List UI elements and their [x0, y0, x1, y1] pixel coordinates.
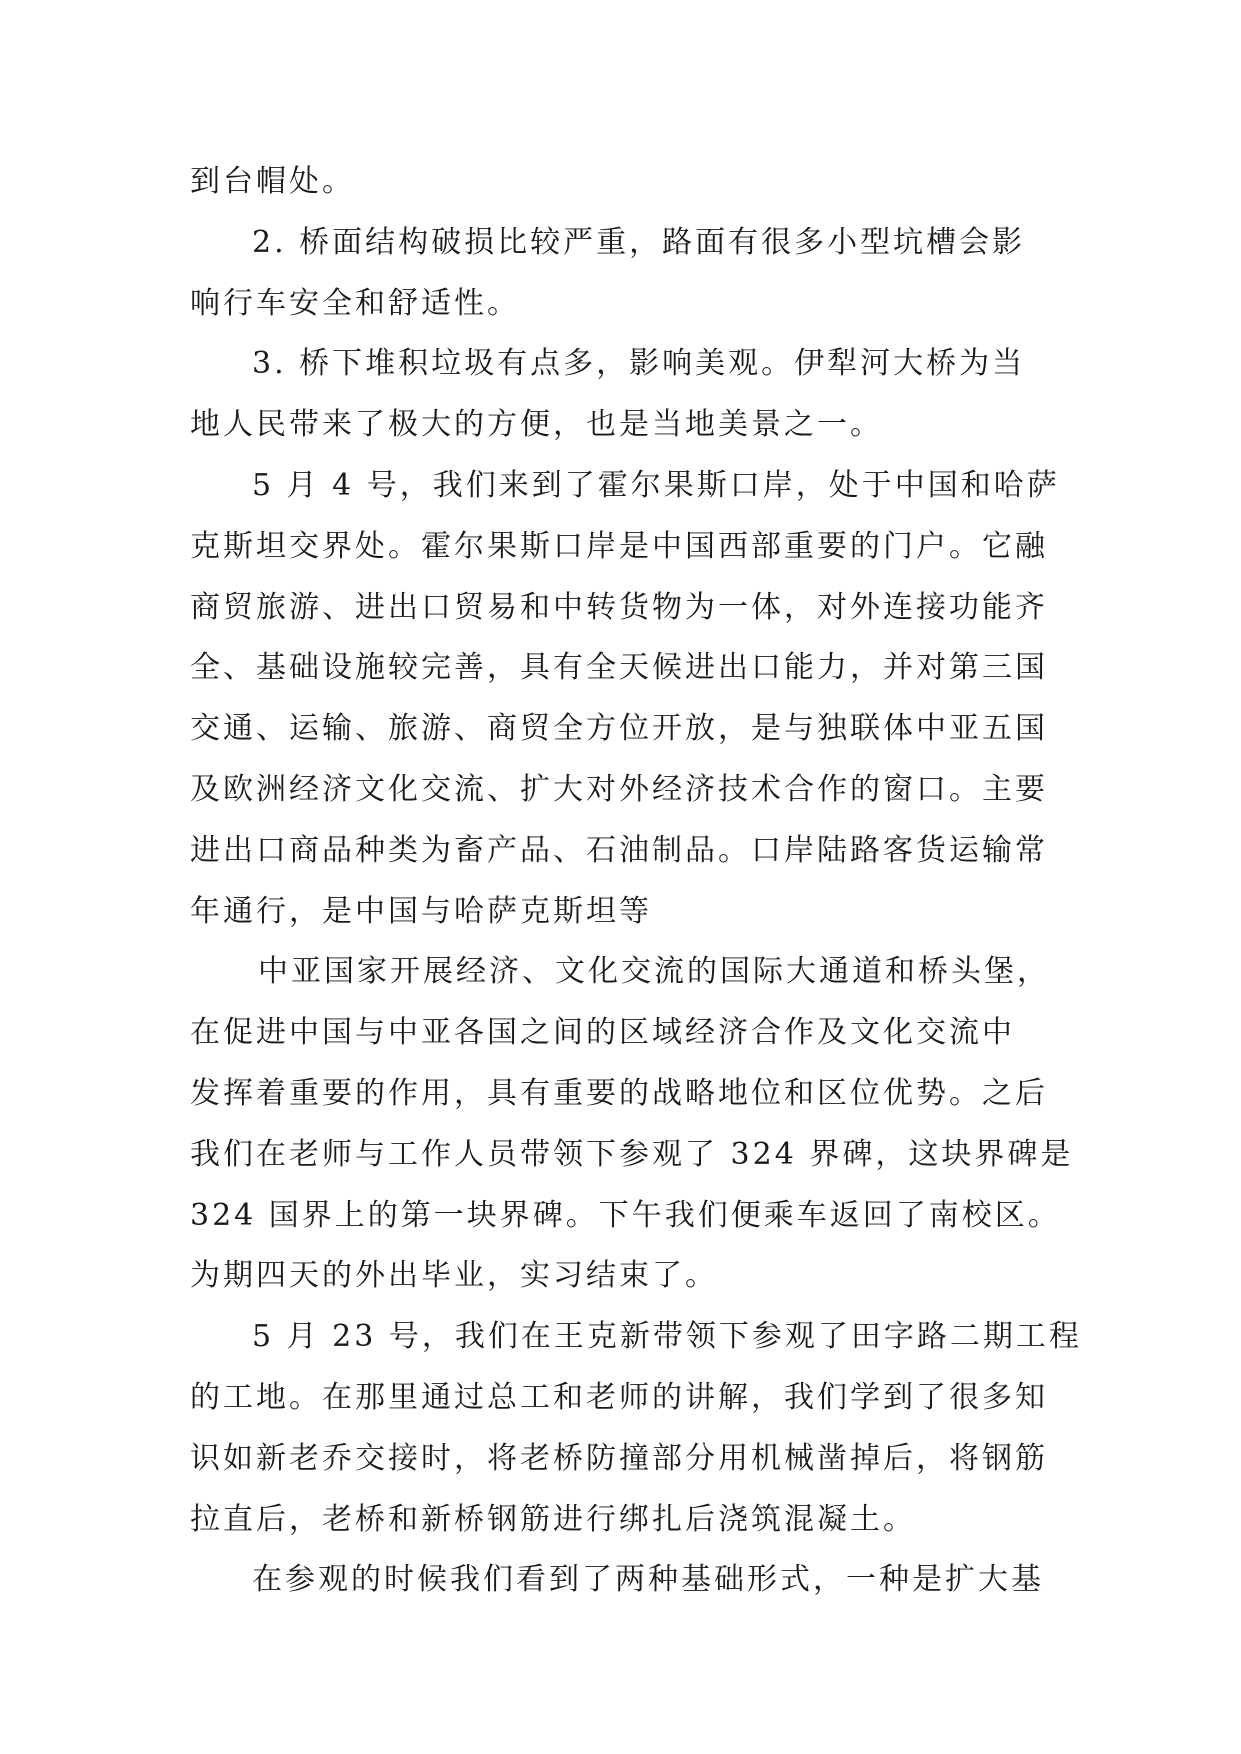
paragraph-start: 5 月 23 号，我们在王克新带领下参观了田字路二期工程 — [252, 1319, 1082, 1355]
text-line: 发挥着重要的作用，具有重要的战略地位和区位优势。之后 — [190, 1075, 1048, 1111]
text-line: 的工地。在那里通过总工和老师的讲解，我们学到了很多知 — [190, 1379, 1048, 1415]
text-line: 为期四天的外出毕业，实习结束了。 — [190, 1258, 718, 1294]
text-line: 到台帽处。 — [190, 164, 355, 199]
text-line: 324 国界上的第一块界碑。下午我们便乘车返回了南校区。 — [190, 1197, 1061, 1233]
paragraph-start: 中亚国家开展经济、文化交流的国际大通道和桥头堡， — [258, 954, 1050, 990]
list-item-3: 3. 桥下堆积垃圾有点多，影响美观。伊犁河大桥为当 — [252, 346, 1026, 382]
paragraph-start: 5 月 4 号，我们来到了霍尔果斯口岸，处于中国和哈萨 — [252, 467, 1060, 503]
text-line: 响行车安全和舒适性。 — [190, 285, 520, 321]
text-line: 进出口商品种类为畜产品、石油制品。口岸陆路客货运输常 — [190, 832, 1048, 868]
text-line: 全、基础设施较完善，具有全天候进出口能力，并对第三国 — [190, 650, 1048, 686]
text-line: 商贸旅游、进出口贸易和中转货物为一体，对外连接功能齐 — [190, 589, 1048, 625]
document-body — [190, 152, 1082, 1611]
text-line: 地人民带来了极大的方便，也是当地美景之一。 — [190, 407, 883, 443]
text-line: 年通行，是中国与哈萨克斯坦等 — [190, 893, 652, 929]
text-line: 在促进中国与中亚各国之间的区域经济合作及文化交流中 — [190, 1015, 1015, 1051]
text-line: 及欧洲经济文化交流、扩大对外经济技术合作的窗口。主要 — [190, 771, 1048, 807]
text-line: 识如新老乔交接时，将老桥防撞部分用机械凿掉后，将钢筋 — [190, 1440, 1048, 1476]
text-line: 我们在老师与工作人员带领下参观了 324 界碑，这块界碑是 — [190, 1136, 1074, 1172]
text-line: 拉直后，老桥和新桥钢筋进行绑扎后浇筑混凝土。 — [190, 1501, 916, 1537]
paragraph-start: 在参观的时候我们看到了两种基础形式，一种是扩大基 — [252, 1562, 1044, 1598]
list-item-2: 2. 桥面结构破损比较严重，路面有很多小型坑槽会影 — [252, 224, 1026, 260]
text-line: 交通、运输、旅游、商贸全方位开放，是与独联体中亚五国 — [190, 711, 1048, 747]
text-line: 克斯坦交界处。霍尔果斯口岸是中国西部重要的门户。它融 — [190, 528, 1048, 564]
